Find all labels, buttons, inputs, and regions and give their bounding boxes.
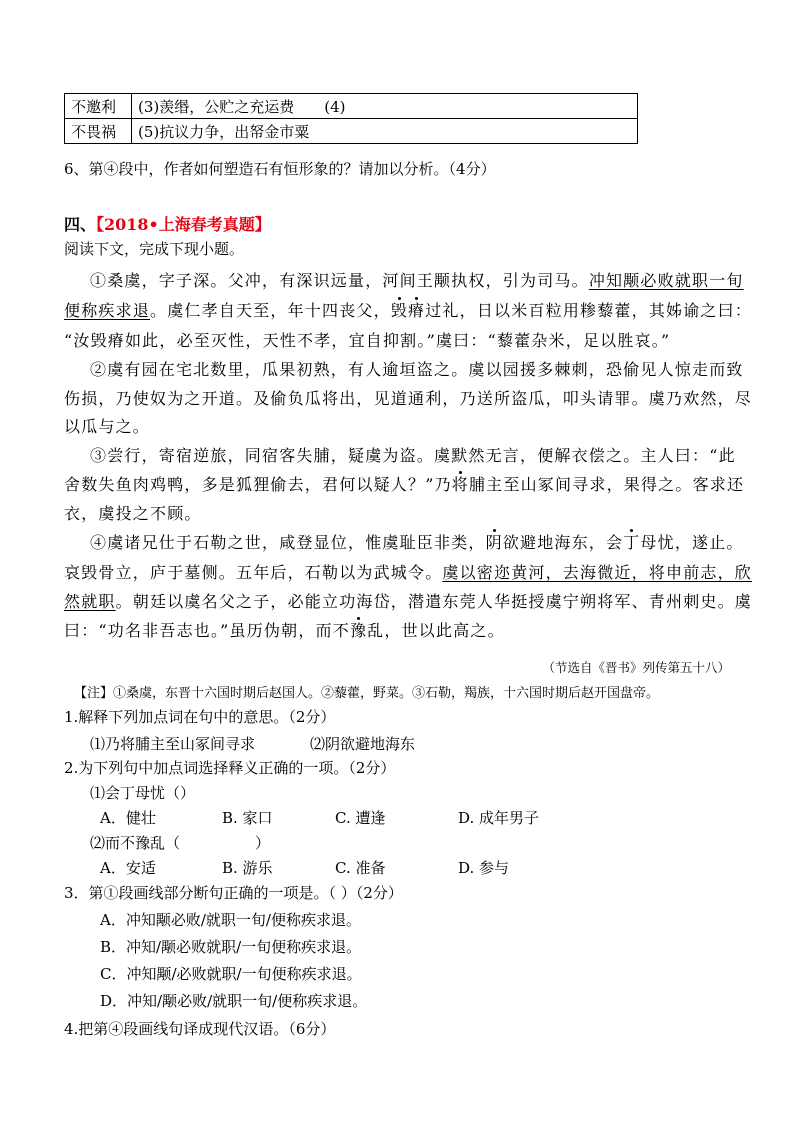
question-1-item-1 [90,733,255,754]
question-3-stem: 3．第①段画线部分断句正确的一项是。（ ）（2分） [64,884,403,902]
text-run: 。朝廷以虞名父之子，必能立功海岱，潜遣东莞人华挺授虞宁朔将军、青州刺史。虞 [115,592,753,611]
text-run: 哀毁骨立，庐于墓侧。五年后，石勒以为武城令。 [64,563,443,582]
table-row [65,94,638,119]
passage-line [64,560,752,583]
question-2-sub-2: ⑵而不豫乱（ ） [90,834,271,852]
passage-line [64,298,752,321]
dotted-char: 毁 [390,301,409,320]
passage-line: ②虞有园在宅北数里，瓜果初熟，有人逾垣盗之。虞以园援多棘刺，恐偷见人惊走而致 [90,360,744,379]
question-item-text: ⑵阴欲避地海东 [310,735,416,753]
underlined-text: 冲知颙必败就职一旬 [588,271,744,290]
passage-line: 衣，虞投之不顾。 [64,504,202,523]
option-a: A．健壮 [100,809,156,827]
option-c: C. 遭逢 [335,809,386,827]
text-run: 脯主至山冢间寻求，果得之。客求还 [468,475,745,494]
question-6: 6、第④段中，作者如何塑造石有恒形象的？请加以分析。（4分） [64,160,496,178]
question-1-stem: 1.解释下列加点词在句中的意思。（2分） [64,708,336,726]
question-1-item-2 [310,733,415,754]
instruction-text: 阅读下文，完成下现小题。 [64,240,245,258]
source-citation: （节选自《晋书》列传第五十八） [542,660,730,675]
option-a: A．冲知颙必败/就职一旬/便称疾求退。 [100,911,361,929]
section-title: 【2018•上海春考真题】 [96,215,271,234]
option-d: D. 参与 [458,859,510,877]
dotted-char: 将 [451,475,469,494]
question-2-stem: 2.为下列句中加点词选择释义正确的一项。（2分） [64,759,396,777]
table-cell-label: 不畏祸 [65,119,132,144]
option-c: C．冲知颙/必败就职/一旬便称疾求退。 [100,965,362,983]
passage-line [64,589,752,612]
text-run: 舍数失鱼肉鸡鸭，多是狐狸偷去，君何以疑人？”乃 [64,475,452,494]
passage-line: ③尝行，寄宿逆旅，同宿客失脯，疑虞为盗。虞默然无言，便解衣偿之。主人曰：“此 [90,446,736,465]
option-d: D．冲知/颙必败/就职一旬/便称疾求退。 [100,992,368,1010]
dotted-char: 阴 [485,533,503,552]
option-b: B．冲知/颙必败就职/一旬便称疾求退。 [100,938,362,956]
dotted-char: 瘠 [408,301,426,320]
text-run: 。虞仁孝自天至，年十四丧父， [150,301,391,320]
option-a: A．安适 [100,859,156,877]
text-run: ①桑虞，字子深。父冲，有深识远量，河间王颙执权，引为司马。 [90,271,589,290]
text-run: 过礼，日以米百粒用糁藜藿，其姊谕之曰： [425,301,753,320]
text-run: 曰：“功名非吾志也。”虽历伪朝，而不 [64,621,350,640]
table-row [65,119,638,144]
question-item-text: ⑴乃将脯主至山冢间寻求 [90,735,256,753]
question-4-stem: 4.把第④段画线句译成现代汉语。（6分） [64,1020,336,1038]
section-number: 四、 [64,215,97,234]
passage-line: 以瓜与之。 [64,417,151,436]
text-run: 乱，世以此高之。 [367,621,505,640]
passage-line [90,268,744,291]
underlined-text: 虞以密迩黄河，去海微近，将申前志，欣 [442,563,753,582]
underlined-text: 便称疾求退 [64,301,151,320]
underlined-text: 然就职 [64,592,116,611]
option-b: B. 游乐 [222,859,273,877]
passage-line [64,472,744,495]
section-heading [64,212,271,235]
table-cell-label: 不邀利 [65,94,132,119]
option-c: C. 准备 [335,859,386,877]
option-b: B. 家口 [222,809,273,827]
passage-line [90,530,744,553]
text-run: ④虞诸兄仕于石勒之世，咸登显位，惟虞耻臣非类， [90,533,486,552]
text-run: 母忧，遂止。 [640,533,744,552]
notes-text: 【注】①桑虞，东晋十六国时期后赵国人。②藜藿，野菜。③石勒，羯族，十六国时期后赵开国盘帝。 [74,686,660,701]
passage-line [64,618,505,641]
text-run: 欲避地海东，会 [502,533,624,552]
table-cell-content: (5)抗议力争，出帑金市粟 [132,119,638,144]
passage-line: “汝毁瘠如此，必至灭性，天性不孝，宜自抑割。”虞曰：“藜藿杂米，足以胜哀。” [64,331,671,350]
question-2-sub-1: ⑴会丁母忧（） [90,784,196,802]
passage-line: 伤损，乃使奴为之开道。及偷负瓜将出，见道通利，乃送所盗瓜，叩头请罪。虞乃欢然，尽 [64,389,753,408]
dotted-char: 丁 [623,533,641,552]
dotted-char: 豫 [349,621,368,640]
option-d: D. 成年男子 [458,809,540,827]
table-cell-content: (3)羡缗，公贮之充运费 (4) [132,94,638,119]
answer-table [64,93,638,144]
